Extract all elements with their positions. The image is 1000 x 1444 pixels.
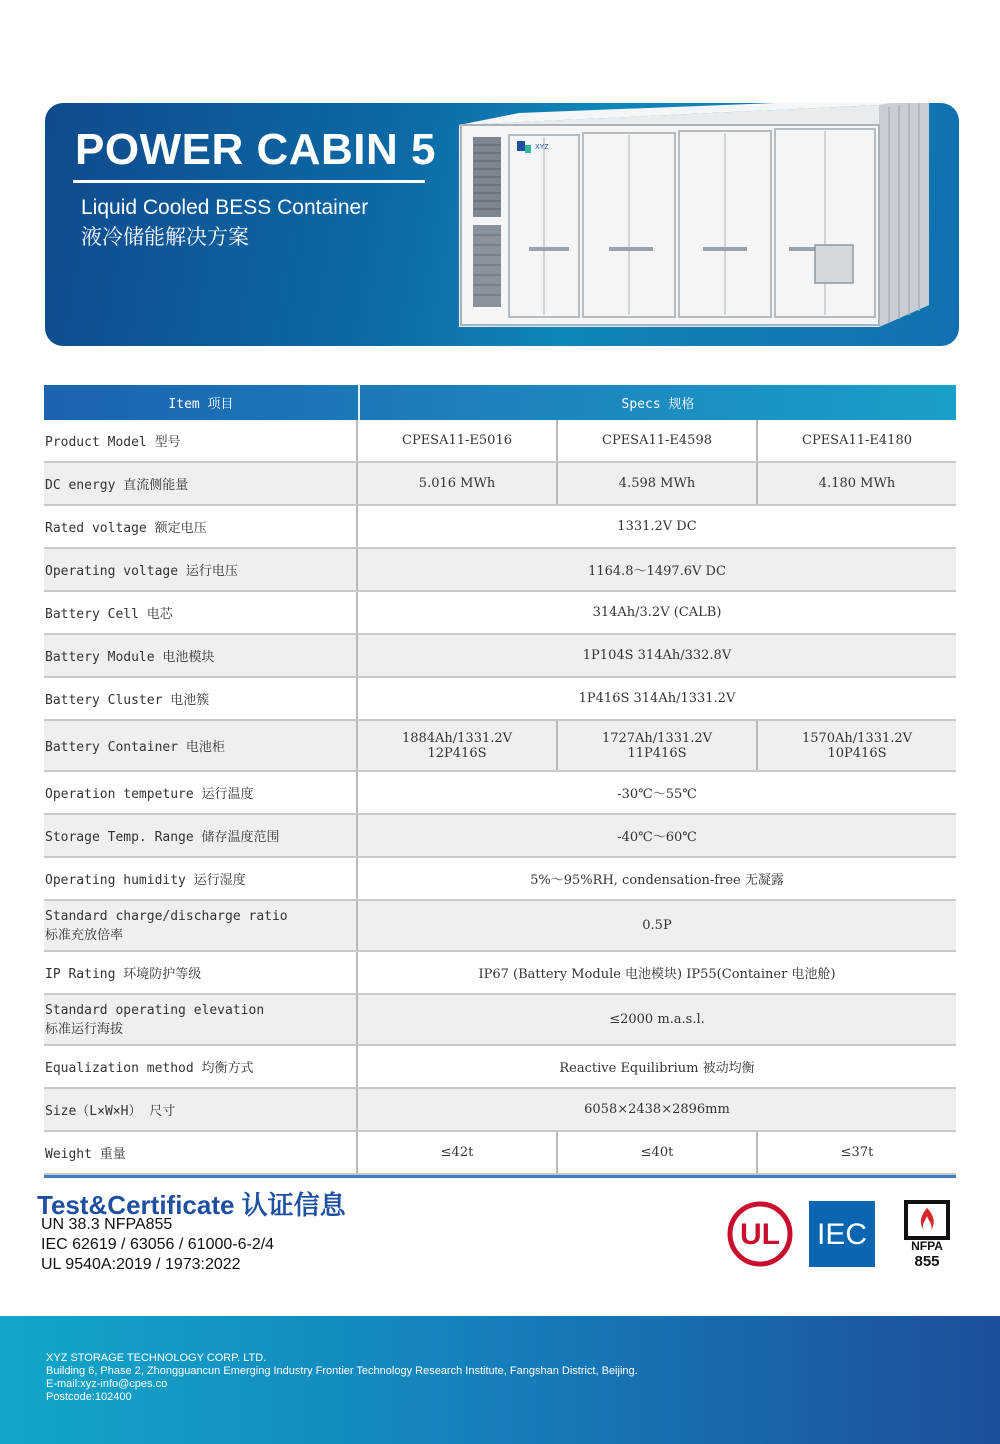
row-label: [44, 952, 358, 993]
cell-text: 314Ah/3.2V (CALB): [592, 605, 722, 620]
spec-cell: [558, 420, 758, 461]
title-underline: [73, 180, 425, 183]
cell-text: 标准充放倍率: [45, 927, 124, 943]
table-row: [44, 815, 956, 858]
product-subtitle-cn: 液冷储能解决方案: [81, 226, 249, 249]
cell-text: 1P104S 314Ah/332.8V: [582, 648, 732, 663]
iec-logo: [809, 1201, 875, 1267]
spec-cell: [758, 721, 956, 770]
row-label: [44, 1132, 358, 1173]
header-item: Item 项目: [44, 385, 360, 420]
cell-text: ≤42t: [440, 1145, 474, 1160]
table-row: [44, 858, 956, 901]
svg-text:UL: UL: [740, 1218, 780, 1251]
cell-text: IP67 (Battery Module 电池模块) IP55(Container 电池舱): [478, 967, 836, 982]
cell-text: -30℃～55℃: [617, 787, 697, 802]
footer: [0, 1316, 1000, 1444]
cell-text: 5%～95%RH, condensation-free 无凝露: [530, 873, 784, 888]
cell-text: Weight 重量: [45, 1147, 126, 1162]
cell-text: CPESA11-E4598: [602, 433, 712, 448]
cell-text: 1727Ah/1331.2V: [601, 730, 713, 746]
row-label: [44, 901, 358, 950]
row-label: [44, 721, 358, 770]
cell-text: 1884Ah/1331.2V: [401, 730, 513, 746]
row-label: [44, 678, 358, 719]
cell-text: Standard operating elevation: [45, 1002, 265, 1018]
cell-text: 5.016 MWh: [418, 476, 496, 491]
spec-cell: [758, 420, 956, 461]
cell-text: 1164.8～1497.6V DC: [588, 564, 726, 579]
cell-text: 标准运行海拔: [45, 1021, 124, 1037]
svg-text:855: 855: [914, 1253, 940, 1270]
table-header: [44, 385, 956, 420]
cell-text: ≤40t: [640, 1145, 674, 1160]
certificate-line: UN 38.3 NFPA855: [41, 1216, 173, 1233]
row-label: [44, 995, 358, 1044]
row-label: [44, 549, 358, 590]
ul-logo: [726, 1200, 794, 1268]
cell-text: CPESA11-E4180: [802, 433, 912, 448]
table-body: [44, 420, 956, 1175]
footer-company: XYZ STORAGE TECHNOLOGY CORP. LTD.: [46, 1352, 267, 1364]
spec-cell: [358, 1046, 956, 1087]
cell-text: CPESA11-E5016: [402, 433, 512, 448]
product-title: POWER CABIN 5: [75, 125, 436, 174]
cell-text: 1331.2V DC: [617, 519, 697, 534]
spec-cell: [358, 1089, 956, 1130]
cell-text: 4.180 MWh: [818, 476, 896, 491]
cell-text: 10P416S: [827, 745, 887, 761]
cell-text: Battery Container 电池柜: [45, 740, 225, 755]
table-row: [44, 772, 956, 815]
cell-text: Operating humidity 运行湿度: [45, 873, 246, 888]
cell-text: Battery Cell 电芯: [45, 607, 173, 622]
spec-cell: [758, 1132, 956, 1173]
cell-text: 4.598 MWh: [618, 476, 696, 491]
spec-cell: [358, 858, 956, 899]
cell-text: 6058×2438×2896mm: [584, 1102, 730, 1117]
cell-text: Reactive Equilibrium 被动均衡: [559, 1061, 755, 1076]
footer-postcode: Postcode:102400: [46, 1391, 132, 1403]
cell-text: 12P416S: [427, 745, 487, 761]
spec-cell: [358, 815, 956, 856]
table-row: [44, 901, 956, 952]
table-row: [44, 721, 956, 772]
cell-text: Size（L×W×H） 尺寸: [45, 1104, 176, 1119]
table-row: [44, 549, 956, 592]
cell-text: 1570Ah/1331.2V: [801, 730, 913, 746]
table-row: [44, 1132, 956, 1175]
table-row: [44, 995, 956, 1046]
spec-cell: [558, 1132, 758, 1173]
table-bottom-rule: [44, 1175, 956, 1178]
hero-banner: [45, 103, 959, 346]
spec-cell: [358, 506, 956, 547]
table-row: [44, 1046, 956, 1089]
cell-text: 0.5P: [642, 918, 672, 933]
cell-text: Product Model 型号: [45, 435, 181, 450]
spec-cell: [758, 463, 956, 504]
spec-cell: [358, 721, 558, 770]
row-label: [44, 420, 358, 461]
cell-text: Battery Module 电池模块: [45, 650, 215, 665]
table-row: [44, 952, 956, 995]
spec-cell: [558, 463, 758, 504]
cell-text: Operating voltage 运行电压: [45, 564, 238, 579]
certificate-line: IEC 62619 / 63056 / 61000-6-2/4: [41, 1236, 275, 1253]
footer-email: E-mail:xyz-info@cpes.co: [46, 1378, 168, 1390]
product-subtitle-en: Liquid Cooled BESS Container: [81, 196, 369, 219]
spec-cell: [358, 592, 956, 633]
cell-text: Battery Cluster 电池簇: [45, 693, 210, 708]
footer-address: Building 6, Phase 2, Zhongguancun Emerging Industry Frontier Technology Research Institute, Fangshan District, Beijing.: [46, 1365, 638, 1377]
row-label: [44, 815, 358, 856]
cell-text: 1P416S 314Ah/1331.2V: [578, 691, 736, 706]
spec-cell: [358, 1132, 558, 1173]
spec-cell: [558, 721, 758, 770]
header-specs: Specs 规格: [621, 397, 695, 412]
cell-text: Storage Temp. Range 储存温度范围: [45, 830, 280, 845]
certificate-title: Test&Certificate 认证信息: [37, 1190, 346, 1220]
spec-cell: [358, 995, 956, 1044]
spec-cell: [358, 772, 956, 813]
row-label: [44, 463, 358, 504]
cell-text: Operation tempeture 运行温度: [45, 787, 254, 802]
cell-text: Rated voltage 额定电压: [45, 521, 207, 536]
svg-text:IEC: IEC: [816, 1218, 868, 1251]
table-row: [44, 463, 956, 506]
cell-text: 11P416S: [627, 745, 687, 761]
spec-cell: [358, 952, 956, 993]
row-label: [44, 1046, 358, 1087]
spec-table: [44, 385, 956, 1178]
spec-cell: [358, 901, 956, 950]
spec-cell: [358, 420, 558, 461]
table-row: [44, 420, 956, 463]
cell-text: ≤2000 m.a.s.l.: [609, 1012, 705, 1027]
table-row: [44, 678, 956, 721]
cell-text: ≤37t: [840, 1145, 874, 1160]
row-label: [44, 635, 358, 676]
cell-text: -40℃～60℃: [617, 830, 697, 845]
spec-cell: [358, 549, 956, 590]
svg-text:NFPA: NFPA: [911, 1239, 943, 1253]
row-label: [44, 506, 358, 547]
cell-text: DC energy 直流侧能量: [45, 478, 189, 493]
spec-cell: [358, 635, 956, 676]
table-row: [44, 635, 956, 678]
row-label: [44, 858, 358, 899]
container-illustration: [459, 103, 959, 345]
row-label: [44, 592, 358, 633]
table-row: [44, 506, 956, 549]
cell-text: Equalization method 均衡方式: [45, 1061, 254, 1076]
spec-cell: [358, 678, 956, 719]
table-row: [44, 1089, 956, 1132]
brand-mark-text: XYZ: [535, 144, 549, 151]
cell-text: IP Rating 环境防护等级: [45, 967, 202, 982]
certificate-line: UL 9540A:2019 / 1973:2022: [41, 1256, 241, 1273]
table-row: [44, 592, 956, 635]
row-label: [44, 772, 358, 813]
row-label: [44, 1089, 358, 1130]
cell-text: Standard charge/discharge ratio: [45, 908, 288, 924]
spec-cell: [358, 463, 558, 504]
nfpa-logo: [902, 1200, 954, 1270]
